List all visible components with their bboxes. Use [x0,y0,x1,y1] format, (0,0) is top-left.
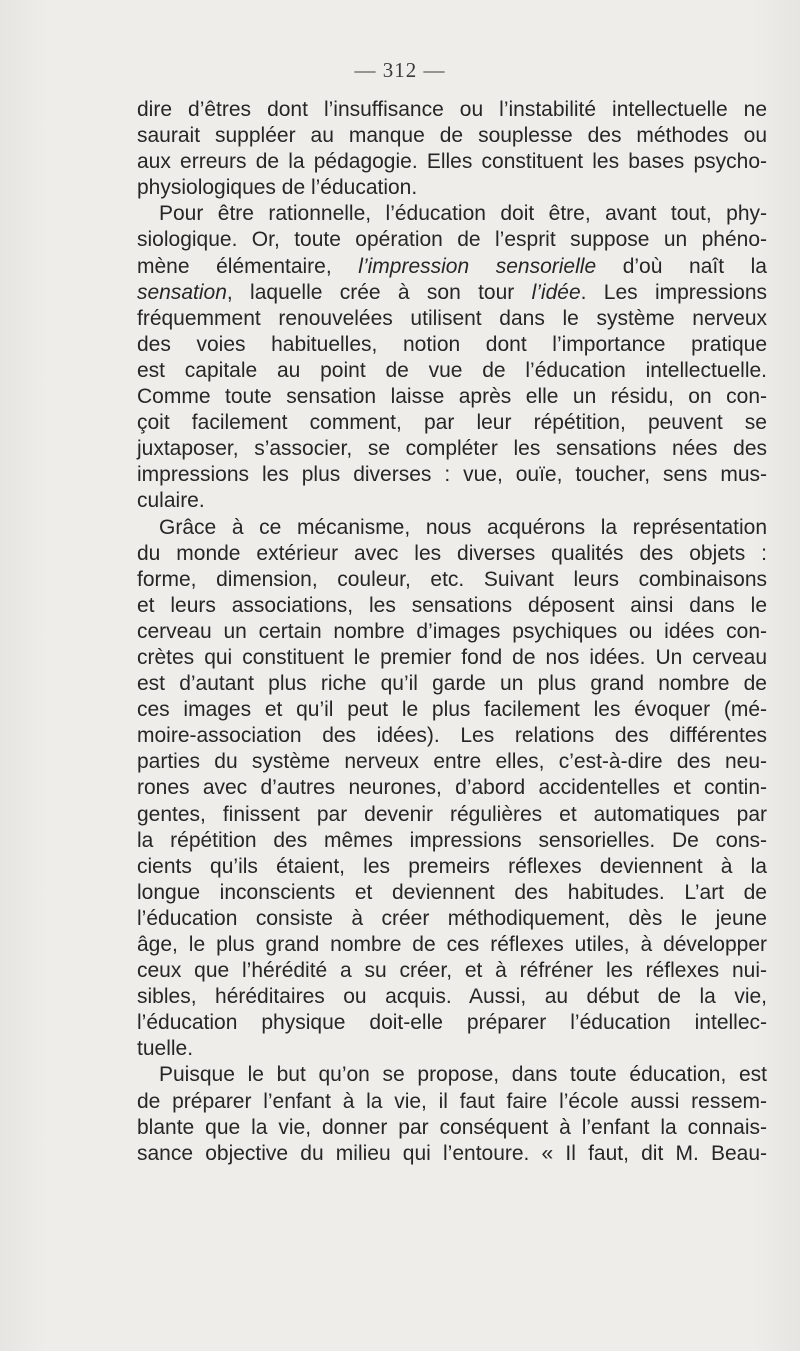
text-line: dire d’êtres dont l’insuffisance ou l’instabilité intellectuelle ne [137,98,767,121]
text-line: moire-association des idées). Les relations des différentes [137,724,767,748]
text-line: des voies habituelles, notion dont l’importance pratique [137,332,767,356]
text-line: l’éducation consiste à créer méthodiquement, dès le jeune [137,906,767,930]
text-line: physiologiques de l’éducation. [137,176,418,200]
text-line: gentes, finissent par devenir régulières et automatiques par [137,802,767,826]
text-line: çoit facilement comment, par leur répétition, peuvent se [137,411,767,435]
text-line: cerveau un certain nombre d’images psychiques ou idées con- [137,619,767,643]
text-line: aux erreurs de la pédagogie. Elles constituent les bases psycho- [137,150,767,174]
italic-term: l’impression sensorielle [358,254,597,278]
text-line: sance objective du milieu qui l’entoure. « Il faut, dit M. Beau- [137,1141,767,1165]
text-line: saurait suppléer au manque de souplesse des méthodes ou [137,124,767,148]
text-line: est d’autant plus riche qu’il garde un plus grand nombre de [137,672,767,696]
text-line: fréquemment renouvelées utilisent dans le système nerveux [137,306,767,330]
italic-term: sensation [137,280,227,304]
text-line: Pour être rationnelle, l’éducation doit être, avant tout, phy- [159,202,767,226]
text-line: ceux que l’hérédité a su créer, et à réfréner les réflexes nui- [137,959,767,983]
italic-term: l’idée [531,280,581,304]
text-line: et leurs associations, les sensations déposent ainsi dans le [137,593,767,617]
text-line: Comme toute sensation laisse après elle un résidu, on con- [137,385,767,409]
text-line: cients qu’ils étaient, les premeirs réflexes deviennent à la [137,854,767,878]
text-line: culaire. [137,489,205,513]
text-line: tuelle. [137,1037,194,1061]
text-line: blante que la vie, donner par conséquent à l’enfant la connais- [137,1115,767,1139]
text-run: , laquelle crée à son tour [226,280,532,304]
text-line: l’éducation physique doit-elle préparer l’éducation intellec- [137,1011,767,1035]
text-line: de préparer l’enfant à la vie, il faut faire l’école aussi ressem- [137,1089,767,1113]
text-run: . Les impressions [580,280,767,304]
text-line: la répétition des mêmes impressions sensorielles. De cons- [137,828,767,852]
text-line: âge, le plus grand nombre de ces réflexes utiles, à développer [137,933,767,956]
text-line: rones avec d’autres neurones, d’abord accidentelles et contin- [137,776,767,800]
body-text [137,97,767,1167]
text-line [137,280,767,306]
text-line: impressions les plus diverses : vue, ouïe, toucher, sens mus- [137,463,767,487]
text-line: siologique. Or, toute opération de l’esprit suppose un phéno- [137,228,767,252]
text-line: juxtaposer, s’associer, se compléter les sensations nées des [137,437,767,461]
page-number: — 312 — [354,58,446,82]
text-line: parties du système nerveux entre elles, c’est-à-dire des neu- [137,750,767,774]
text-run: d’où naît la [596,254,767,278]
text-line: du monde extérieur avec les diverses qualités des objets : [137,541,767,565]
text-line: Grâce à ce mécanisme, nous acquérons la représentation [159,515,767,539]
text-line [137,254,767,280]
text-line: Puisque le but qu’on se propose, dans toute éducation, est [159,1063,767,1087]
text-run: mène élémentaire, [137,254,359,278]
text-line: longue inconscients et deviennent des habitudes. L’art de [137,880,767,904]
text-line: est capitale au point de vue de l’éducation intellectuelle. [137,358,767,382]
text-line: forme, dimension, couleur, etc. Suivant leurs combinaisons [137,567,767,591]
text-line: ces images et qu’il peut le plus facilement les évoquer (mé- [137,698,767,722]
text-line: crètes qui constituent le premier fond de nos idées. Un cerveau [137,645,767,669]
text-line: sibles, héréditaires ou acquis. Aussi, au début de la vie, [137,985,767,1009]
